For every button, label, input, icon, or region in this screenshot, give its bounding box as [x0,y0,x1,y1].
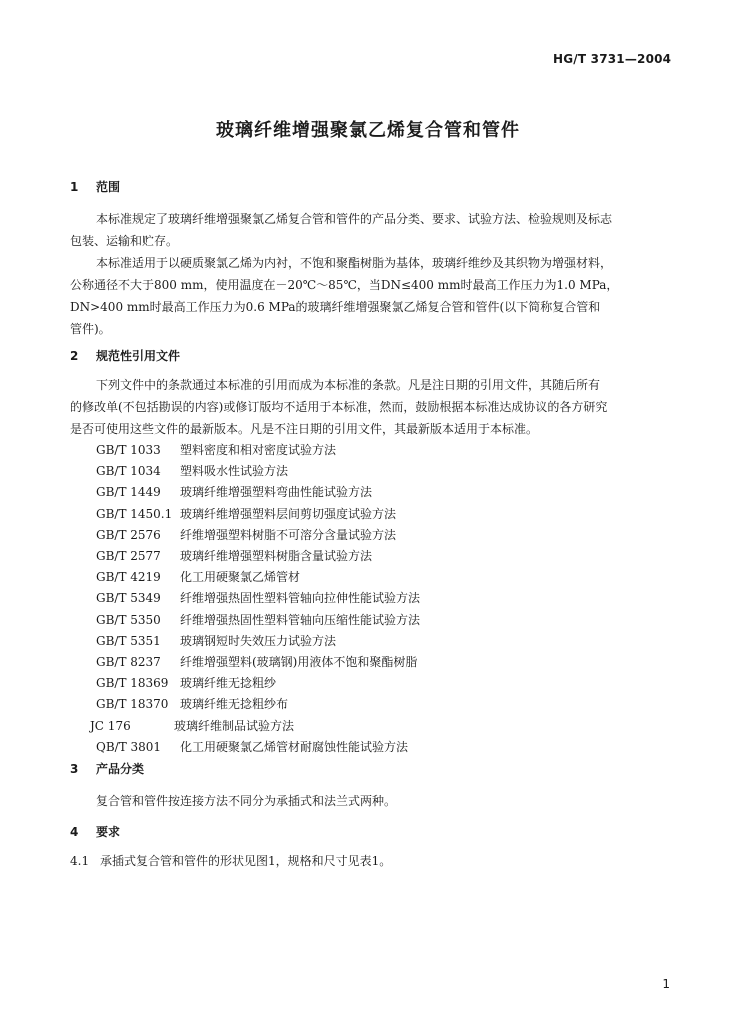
reference-item [96,611,420,628]
reference-item [96,483,372,500]
reference-code: GB/T 4219 [96,570,161,585]
reference-code: GB/T 18370 [96,697,169,712]
reference-code: GB/T 1034 [96,464,161,479]
reference-item [96,589,420,606]
section-4-heading [70,823,120,840]
reference-title: 纤维增强热固性塑料管轴向压缩性能试验方法 [180,612,421,627]
reference-code: GB/T 1450.1 [96,506,173,521]
reference-code: GB/T 1449 [96,485,161,500]
reference-title: 玻璃钢短时失效压力试验方法 [180,633,337,648]
section-number: 1 [70,180,79,194]
reference-title: 玻璃纤维无捻粗纱布 [180,697,289,712]
section-1-heading [70,178,120,195]
classification-text: 复合管和管件按连接方法不同分为承插式和法兰式两种。 [96,794,397,808]
reference-title: 塑料密度和相对密度试验方法 [180,443,337,457]
normative-intro-line-1: 下列文件中的条款通过本标准的引用而成为本标准的条款。凡是注日期的引用文件，其随后所有 [96,378,601,392]
reference-item [96,505,396,522]
reference-title: 玻璃纤维增强塑料弯曲性能试验方法 [180,485,373,500]
reference-item [96,632,336,649]
reference-title: 化工用硬聚氯乙烯管材耐腐蚀性能试验方法 [180,739,409,754]
reference-title: 纤维增强塑料树脂不可溶分含量试验方法 [180,527,397,542]
reference-item [96,568,300,585]
section-number: 4 [70,825,79,839]
reference-title: 玻璃纤维无捻粗纱 [180,676,277,691]
scope-paragraph-1-line-2: 包装、运输和贮存。 [70,234,179,248]
section-title: 规范性引用文件 [96,349,181,363]
document-title: 玻璃纤维增强聚氯乙烯复合管和管件 [216,120,520,141]
reference-item [96,653,417,670]
scope-paragraph-2-line-1: 本标准适用于以硬质聚氯乙烯为内衬，不饱和聚酯树脂为基体，玻璃纤维纱及其织物为增强材料， [96,256,613,270]
reference-item [96,526,396,543]
reference-title: 纤维增强热固性塑料管轴向拉伸性能试验方法 [180,591,421,606]
reference-title: 化工用硬聚氯乙烯管材 [180,570,301,585]
scope-paragraph-1-line-1: 本标准规定了玻璃纤维增强聚氯乙烯复合管和管件的产品分类、要求、试验方法、检验规则及标志 [96,212,613,226]
clause-4-1 [70,852,391,869]
reference-code: GB/T 18369 [96,676,169,691]
reference-item [96,695,288,712]
reference-title: 塑料吸水性试验方法 [180,464,289,479]
reference-item [96,738,408,755]
reference-code: GB/T 2576 [96,527,161,542]
reference-code: GB/T 1033 [96,443,161,457]
section-title: 要求 [96,825,121,839]
section-title: 范围 [96,180,121,194]
reference-title: 玻璃纤维制品试验方法 [174,718,295,733]
reference-item [96,547,372,564]
clause-number: 4.1 [70,854,90,868]
scope-paragraph-2-line-4: 管件)。 [70,322,111,336]
section-number: 2 [70,349,79,363]
section-title: 产品分类 [96,762,145,776]
reference-code: GB/T 5351 [96,633,161,648]
reference-item [96,674,276,691]
reference-title: 玻璃纤维增强塑料层间剪切强度试验方法 [180,506,397,521]
normative-intro-line-2: 的修改单(不包括勘误的内容)或修订版均不适用于本标准，然而，鼓励根据本标准达成协议的各方研究 [70,400,608,414]
reference-item [96,462,288,479]
normative-intro-line-3: 是否可使用这些文件的最新版本。凡是不注日期的引用文件，其最新版本适用于本标准。 [70,422,539,436]
reference-code: QB/T 3801 [96,739,162,754]
reference-code: GB/T 5349 [96,591,161,606]
reference-item [90,717,294,734]
standard-code: HG/T 3731—2004 [553,52,672,66]
clause-text: 承插式复合管和管件的形状见图1，规格和尺寸见表1。 [100,854,392,868]
section-2-heading [70,347,180,364]
reference-code: GB/T 2577 [96,549,161,563]
reference-code: JC 176 [90,718,131,733]
reference-item [96,441,336,458]
reference-code: GB/T 5350 [96,612,161,627]
section-number: 3 [70,762,79,776]
page-number: 1 [662,977,670,991]
section-3-heading [70,760,144,777]
reference-title: 纤维增强塑料(玻璃钢)用液体不饱和聚酯树脂 [180,655,418,669]
scope-paragraph-2-line-2: 公称通径不大于800 mm，使用温度在－20℃～85℃，当DN≤400 mm时最高工作压力为1.0 MPa， [70,278,619,292]
scope-paragraph-2-line-3: DN>400 mm时最高工作压力为0.6 MPa的玻璃纤维增强聚氯乙烯复合管和管件(以下简称复合管和 [70,300,601,314]
reference-code: GB/T 8237 [96,655,161,669]
reference-title: 玻璃纤维增强塑料树脂含量试验方法 [180,549,373,563]
